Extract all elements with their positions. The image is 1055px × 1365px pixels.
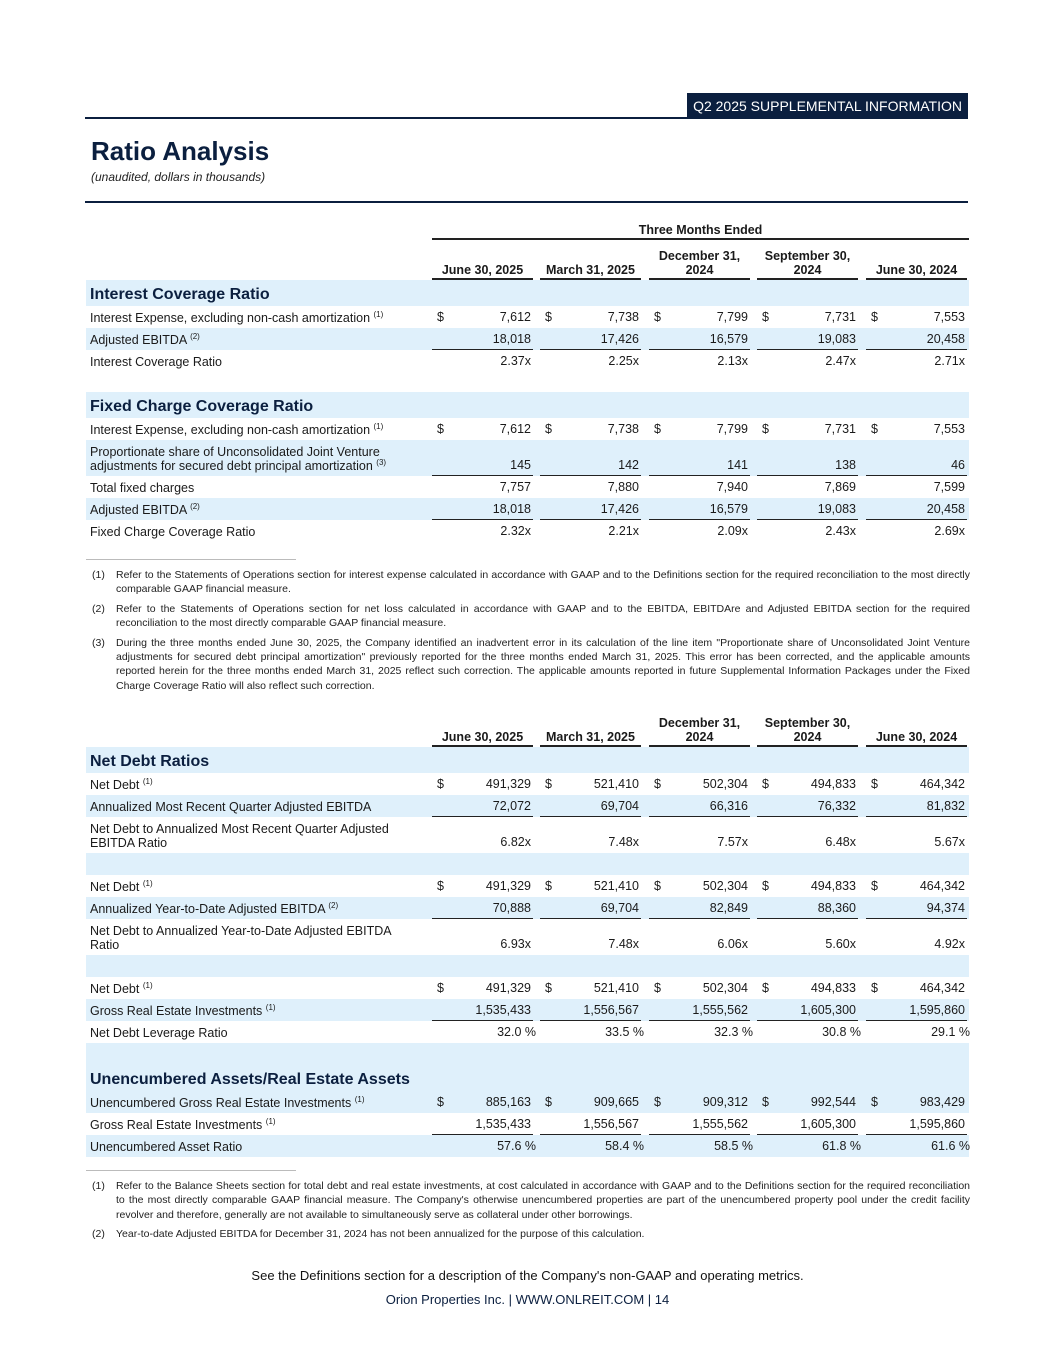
cell-value: 521,410 bbox=[593, 981, 639, 995]
cell-value: 82,849 bbox=[709, 901, 748, 915]
footnote-ref: (1) bbox=[265, 1002, 276, 1012]
cell-value: 17,426 bbox=[600, 502, 639, 516]
cell-value: 69,704 bbox=[600, 901, 639, 915]
section-heading-row bbox=[86, 1065, 969, 1091]
cell-value: 2.09x bbox=[717, 524, 748, 538]
cell-value: 7.48x bbox=[608, 835, 639, 849]
cell-value: 7,738 bbox=[607, 310, 639, 324]
cell-value: 7,731 bbox=[824, 310, 856, 324]
column-header-line2: June 30, 2024 bbox=[875, 730, 958, 744]
cell-value: 46 bbox=[951, 458, 965, 472]
table-row bbox=[86, 418, 969, 440]
cell-value: 7.48x bbox=[608, 937, 639, 951]
currency-symbol: $ bbox=[762, 310, 769, 324]
footnote-number: (1) bbox=[92, 1180, 105, 1192]
row-label-text: Interest Expense, excluding non-cash amortization bbox=[90, 423, 371, 437]
row-label-text: Gross Real Estate Investments bbox=[90, 1004, 263, 1018]
period-group-header bbox=[86, 218, 969, 240]
table-row bbox=[86, 328, 969, 350]
cell-value: 69,704 bbox=[600, 799, 639, 813]
currency-symbol: $ bbox=[762, 981, 769, 995]
cell-value: 502,304 bbox=[702, 981, 748, 995]
row-label bbox=[90, 445, 410, 473]
column-header bbox=[432, 263, 533, 277]
row-label bbox=[90, 525, 420, 539]
cell-value: 2.13x bbox=[717, 354, 748, 368]
cell-value: 81,832 bbox=[926, 799, 965, 813]
cell-value: 76,332 bbox=[817, 799, 856, 813]
footnote-ref: (2) bbox=[190, 501, 200, 511]
column-header bbox=[540, 263, 641, 277]
row-label-text: Unencumbered Assets/Real Estate Assets bbox=[90, 1071, 410, 1088]
column-header bbox=[649, 249, 750, 277]
column-header-line2: March 31, 2025 bbox=[546, 263, 635, 277]
cell-value: 2.21x bbox=[608, 524, 639, 538]
row-label-text: Unencumbered Gross Real Estate Investments bbox=[90, 1096, 352, 1110]
cell-value: 491,329 bbox=[485, 879, 531, 893]
cell-value: 142 bbox=[618, 458, 639, 472]
table-row bbox=[86, 1043, 969, 1065]
row-label-text: Fixed Charge Coverage Ratio bbox=[90, 525, 256, 539]
cell-value: 5.60x bbox=[825, 937, 856, 951]
cell-value: 57.6 % bbox=[497, 1139, 536, 1153]
footer-line: Orion Properties Inc. | WWW.ONLREIT.COM | 14 bbox=[385, 1292, 670, 1307]
cell-value: 1,605,300 bbox=[800, 1117, 856, 1131]
cell-value: 61.8 % bbox=[822, 1139, 861, 1153]
cell-value: 7,940 bbox=[716, 480, 748, 494]
column-header-line2: 2024 bbox=[793, 263, 822, 277]
currency-symbol: $ bbox=[437, 981, 444, 995]
row-label bbox=[90, 778, 420, 792]
page-subtitle: (unaudited, dollars in thousands) bbox=[91, 170, 266, 184]
cell-value: 138 bbox=[835, 458, 856, 472]
footnote bbox=[92, 1227, 970, 1241]
table-row bbox=[86, 875, 969, 897]
column-header-line2: 2024 bbox=[685, 263, 714, 277]
row-label-text: Net Debt bbox=[90, 778, 140, 792]
column-header-line2: 2024 bbox=[685, 730, 714, 744]
footnote-text: Refer to the Balance Sheets section for total debt and real estate investments, at cost calculated in accordance with GAAP and to the Definitions section for the required reconciliation to the most directly comparable GAAP financial measure. The Company's otherwise unencumbered properties are part of the unencumbered property pool under the credit facility revolver and therefore, generally are not available to simultaneously serve as collateral under other borrowings. bbox=[116, 1180, 970, 1221]
cell-value: 141 bbox=[727, 458, 748, 472]
cell-value: 2.32x bbox=[500, 524, 531, 538]
footnote bbox=[92, 568, 970, 597]
row-label-text: Annualized Most Recent Quarter Adjusted EBITDA bbox=[90, 800, 372, 814]
column-header-line1: December 31, bbox=[658, 716, 741, 730]
cell-value: 7,799 bbox=[716, 422, 748, 436]
section-heading bbox=[90, 400, 420, 414]
row-label-text: Gross Real Estate Investments bbox=[90, 1118, 263, 1132]
cell-value: 7,738 bbox=[607, 422, 639, 436]
table-row bbox=[86, 1135, 969, 1157]
table-row bbox=[86, 498, 969, 520]
cell-value: 983,429 bbox=[919, 1095, 965, 1109]
currency-symbol: $ bbox=[545, 777, 552, 791]
row-label-text: Net Debt to Annualized Year-to-Date Adjusted EBITDA Ratio bbox=[90, 924, 391, 952]
row-label bbox=[90, 880, 420, 894]
cell-value: 20,458 bbox=[926, 332, 965, 346]
footnote-rule bbox=[86, 1170, 296, 1171]
cell-value: 4.92x bbox=[934, 937, 965, 951]
cell-value: 5.67x bbox=[934, 835, 965, 849]
currency-symbol: $ bbox=[545, 981, 552, 995]
cell-value: 464,342 bbox=[919, 879, 965, 893]
cell-value: 909,312 bbox=[702, 1095, 748, 1109]
cell-value: 30.8 % bbox=[822, 1025, 861, 1039]
cell-value: 464,342 bbox=[919, 981, 965, 995]
table-row bbox=[86, 520, 969, 542]
column-header bbox=[649, 716, 750, 744]
cell-value: 58.5 % bbox=[714, 1139, 753, 1153]
table-row bbox=[86, 1113, 969, 1135]
column-header-line1: September 30, bbox=[764, 716, 851, 730]
cell-value: 66,316 bbox=[709, 799, 748, 813]
footnote-ref: (3) bbox=[376, 457, 387, 467]
table-row bbox=[86, 773, 969, 795]
cell-value: 2.25x bbox=[608, 354, 639, 368]
currency-symbol: $ bbox=[762, 1095, 769, 1109]
footnote bbox=[92, 636, 970, 694]
footnote-ref: (1) bbox=[373, 309, 384, 319]
cell-value: 61.6 % bbox=[931, 1139, 970, 1153]
cell-value: 1,555,562 bbox=[692, 1117, 748, 1131]
cell-value: 502,304 bbox=[702, 777, 748, 791]
footnote-ref: (1) bbox=[265, 1116, 276, 1126]
currency-symbol: $ bbox=[437, 310, 444, 324]
currency-symbol: $ bbox=[871, 422, 878, 436]
currency-symbol: $ bbox=[871, 981, 878, 995]
currency-symbol: $ bbox=[437, 1095, 444, 1109]
cell-value: 2.47x bbox=[825, 354, 856, 368]
row-label-text: Total fixed charges bbox=[90, 481, 195, 495]
footnote-number: (3) bbox=[92, 636, 105, 649]
row-label bbox=[90, 1004, 420, 1018]
footer-note: See the Definitions section for a description of the Company's non-GAAP and operating metrics. bbox=[251, 1268, 804, 1283]
currency-symbol: $ bbox=[654, 1095, 661, 1109]
section-heading bbox=[90, 288, 420, 302]
row-label-text: Adjusted EBITDA bbox=[90, 333, 187, 347]
footnote-text: During the three months ended June 30, 2025, the Company identified an inadvertent error in its calculation of the line item "Proportionate share of Unconsolidated Joint Venture adjustments for secured debt principal amortization" previously reported for the three months ended March 31, 2025. This error has been corrected, and the applicable amounts reported herein for the three months ended March 31, 2025 reflect such correction. The applicable amounts reported in future Supplemental Information Packages under the Fixed Charge Coverage Ratio will also reflect such correction. bbox=[116, 636, 970, 692]
footnote-ref: (1) bbox=[142, 878, 153, 888]
table-row bbox=[86, 817, 969, 853]
cell-value: 70,888 bbox=[492, 901, 531, 915]
row-label bbox=[90, 503, 420, 517]
footnote-number: (1) bbox=[92, 569, 105, 581]
row-label-text: Proportionate share of Unconsolidated Joint Venture adjustments for secured debt principal amortization bbox=[90, 445, 380, 473]
cell-value: 72,072 bbox=[492, 799, 531, 813]
period-group-label: Three Months Ended bbox=[638, 223, 763, 237]
footnote-number: (2) bbox=[92, 602, 105, 615]
footnotes-coverage bbox=[92, 568, 970, 698]
currency-symbol: $ bbox=[545, 879, 552, 893]
column-header bbox=[866, 730, 967, 744]
cell-value: 16,579 bbox=[709, 332, 748, 346]
column-header-line2: March 31, 2025 bbox=[546, 730, 635, 744]
currency-symbol: $ bbox=[437, 777, 444, 791]
row-label-text: Net Debt bbox=[90, 880, 140, 894]
section-heading bbox=[90, 1073, 420, 1087]
column-header bbox=[866, 263, 967, 277]
row-label bbox=[90, 333, 420, 347]
cell-value: 491,329 bbox=[485, 981, 531, 995]
column-header bbox=[540, 730, 641, 744]
cell-value: 29.1 % bbox=[931, 1025, 970, 1039]
column-header bbox=[757, 249, 858, 277]
cell-value: 58.4 % bbox=[605, 1139, 644, 1153]
row-label-text: Adjusted EBITDA bbox=[90, 503, 187, 517]
footnote bbox=[92, 602, 970, 631]
section-heading-row bbox=[86, 392, 969, 418]
table-row bbox=[86, 999, 969, 1021]
column-header-line2: 2024 bbox=[793, 730, 822, 744]
currency-symbol: $ bbox=[545, 310, 552, 324]
column-header-line2: June 30, 2025 bbox=[441, 730, 524, 744]
row-label bbox=[90, 822, 410, 850]
column-header-line1: December 31, bbox=[658, 249, 741, 263]
row-label-text: Annualized Year-to-Date Adjusted EBITDA bbox=[90, 902, 325, 916]
row-label bbox=[90, 311, 420, 325]
footnotes-debt bbox=[92, 1179, 970, 1247]
cell-value: 494,833 bbox=[810, 777, 856, 791]
section-heading-row bbox=[86, 280, 969, 306]
cell-value: 494,833 bbox=[810, 879, 856, 893]
row-label bbox=[90, 982, 420, 996]
cell-value: 19,083 bbox=[817, 332, 856, 346]
currency-symbol: $ bbox=[871, 879, 878, 893]
cell-value: 464,342 bbox=[919, 777, 965, 791]
table-row bbox=[86, 795, 969, 817]
cell-value: 6.48x bbox=[825, 835, 856, 849]
table-row bbox=[86, 372, 969, 392]
column-header-line2: June 30, 2025 bbox=[441, 263, 524, 277]
currency-symbol: $ bbox=[437, 422, 444, 436]
cell-value: 885,163 bbox=[485, 1095, 531, 1109]
currency-symbol: $ bbox=[654, 879, 661, 893]
row-label bbox=[90, 1026, 420, 1040]
row-label-text: Net Debt to Annualized Most Recent Quarter Adjusted EBITDA Ratio bbox=[90, 822, 389, 850]
footnote-number: (2) bbox=[92, 1228, 105, 1241]
cell-value: 6.93x bbox=[500, 937, 531, 951]
table-row bbox=[86, 955, 969, 977]
table-row bbox=[86, 1091, 969, 1113]
row-label bbox=[90, 481, 420, 495]
currency-symbol: $ bbox=[437, 879, 444, 893]
cell-value: 19,083 bbox=[817, 502, 856, 516]
cell-value: 7,612 bbox=[499, 310, 531, 324]
cell-value: 491,329 bbox=[485, 777, 531, 791]
row-label bbox=[90, 1118, 420, 1132]
cell-value: 1,535,433 bbox=[475, 1003, 531, 1017]
cell-value: 992,544 bbox=[810, 1095, 856, 1109]
cell-value: 502,304 bbox=[702, 879, 748, 893]
table-row bbox=[86, 1021, 969, 1043]
table-row bbox=[86, 306, 969, 328]
coverage-table bbox=[86, 218, 969, 542]
header-tag: Q2 2025 SUPPLEMENTAL INFORMATION bbox=[687, 93, 968, 119]
row-label bbox=[90, 1096, 420, 1110]
table-row bbox=[86, 853, 969, 875]
cell-value: 494,833 bbox=[810, 981, 856, 995]
row-label-text: Net Debt bbox=[90, 982, 140, 996]
cell-value: 7,553 bbox=[933, 422, 965, 436]
cell-value: 33.5 % bbox=[605, 1025, 644, 1039]
footnote-text: Refer to the Statements of Operations section for interest expense calculated in accordance with GAAP and to the Definitions section for the required reconciliation to the most directly comparable GAAP financial measure. bbox=[116, 569, 970, 596]
currency-symbol: $ bbox=[762, 777, 769, 791]
footnote bbox=[92, 1179, 970, 1222]
table-row bbox=[86, 476, 969, 498]
row-label bbox=[90, 902, 420, 916]
cell-value: 1,595,860 bbox=[909, 1003, 965, 1017]
title-rule bbox=[85, 201, 968, 203]
currency-symbol: $ bbox=[654, 981, 661, 995]
row-label-text: Net Debt Leverage Ratio bbox=[90, 1026, 228, 1040]
currency-symbol: $ bbox=[762, 879, 769, 893]
table-row bbox=[86, 977, 969, 999]
footnote-ref: (1) bbox=[373, 421, 384, 431]
table-row bbox=[86, 897, 969, 919]
cell-value: 32.0 % bbox=[497, 1025, 536, 1039]
row-label bbox=[90, 355, 420, 369]
page-title: Ratio Analysis bbox=[91, 136, 270, 166]
cell-value: 7,731 bbox=[824, 422, 856, 436]
cell-value: 2.43x bbox=[825, 524, 856, 538]
table-row bbox=[86, 350, 969, 372]
currency-symbol: $ bbox=[545, 1095, 552, 1109]
row-label-text: Fixed Charge Coverage Ratio bbox=[90, 398, 314, 415]
currency-symbol: $ bbox=[654, 777, 661, 791]
column-header bbox=[432, 730, 533, 744]
cell-value: 1,535,433 bbox=[475, 1117, 531, 1131]
footnote-ref: (2) bbox=[190, 331, 200, 341]
row-label-text: Interest Coverage Ratio bbox=[90, 286, 270, 303]
currency-symbol: $ bbox=[871, 310, 878, 324]
currency-symbol: $ bbox=[871, 777, 878, 791]
row-label bbox=[90, 800, 420, 814]
table-row bbox=[86, 440, 969, 476]
cell-value: 2.37x bbox=[500, 354, 531, 368]
row-label-text: Net Debt Ratios bbox=[90, 753, 210, 770]
cell-value: 6.06x bbox=[717, 937, 748, 951]
cell-value: 18,018 bbox=[492, 502, 531, 516]
footnote-text: Refer to the Statements of Operations section for net loss calculated in accordance with GAAP and to the EBITDA, EBITDAre and Adjusted EBITDA section for the required reconciliation to the most directly comparable GAAP financial measure. bbox=[116, 602, 970, 630]
cell-value: 7,553 bbox=[933, 310, 965, 324]
currency-symbol: $ bbox=[762, 422, 769, 436]
currency-symbol: $ bbox=[545, 422, 552, 436]
cell-value: 94,374 bbox=[926, 901, 965, 915]
footnote-ref: (1) bbox=[142, 980, 153, 990]
cell-value: 18,018 bbox=[492, 332, 531, 346]
column-headers bbox=[86, 707, 969, 747]
row-label bbox=[90, 924, 410, 952]
section-heading bbox=[90, 755, 420, 769]
cell-value: 909,665 bbox=[593, 1095, 639, 1109]
row-label-text: Interest Coverage Ratio bbox=[90, 355, 223, 369]
currency-symbol: $ bbox=[654, 310, 661, 324]
cell-value: 7,799 bbox=[716, 310, 748, 324]
cell-value: 521,410 bbox=[593, 777, 639, 791]
debt-table bbox=[86, 707, 969, 1157]
cell-value: 7.57x bbox=[717, 835, 748, 849]
cell-value: 2.69x bbox=[934, 524, 965, 538]
cell-value: 1,556,567 bbox=[583, 1003, 639, 1017]
footnote-text: Year-to-date Adjusted EBITDA for December 31, 2024 has not been annualized for the purpose of this calculation. bbox=[116, 1228, 645, 1241]
table-row bbox=[86, 919, 969, 955]
column-header-line1: September 30, bbox=[764, 249, 851, 263]
cell-value: 20,458 bbox=[926, 502, 965, 516]
column-header-line2: June 30, 2024 bbox=[875, 263, 958, 277]
column-header bbox=[757, 716, 858, 744]
cell-value: 16,579 bbox=[709, 502, 748, 516]
cell-value: 2.71x bbox=[934, 354, 965, 368]
cell-value: 17,426 bbox=[600, 332, 639, 346]
cell-value: 521,410 bbox=[593, 879, 639, 893]
cell-value: 1,605,300 bbox=[800, 1003, 856, 1017]
cell-value: 88,360 bbox=[817, 901, 856, 915]
cell-value: 32.3 % bbox=[714, 1025, 753, 1039]
cell-value: 1,555,562 bbox=[692, 1003, 748, 1017]
cell-value: 7,880 bbox=[607, 480, 639, 494]
footnote-ref: (2) bbox=[328, 900, 339, 910]
cell-value: 1,595,860 bbox=[909, 1117, 965, 1131]
cell-value: 7,869 bbox=[824, 480, 856, 494]
currency-symbol: $ bbox=[654, 422, 661, 436]
section-heading-row bbox=[86, 747, 969, 773]
cell-value: 6.82x bbox=[500, 835, 531, 849]
cell-value: 7,599 bbox=[933, 480, 965, 494]
cell-value: 7,757 bbox=[499, 480, 531, 494]
footnote-rule bbox=[86, 559, 296, 560]
cell-value: 7,612 bbox=[499, 422, 531, 436]
footnote-ref: (1) bbox=[354, 1094, 365, 1104]
currency-symbol: $ bbox=[871, 1095, 878, 1109]
footnote-ref: (1) bbox=[142, 776, 153, 786]
row-label bbox=[90, 1140, 420, 1154]
cell-value: 145 bbox=[510, 458, 531, 472]
cell-value: 1,556,567 bbox=[583, 1117, 639, 1131]
row-label-text: Unencumbered Asset Ratio bbox=[90, 1140, 243, 1154]
row-label-text: Interest Expense, excluding non-cash amortization bbox=[90, 311, 371, 325]
column-headers bbox=[86, 240, 969, 280]
row-label bbox=[90, 423, 420, 437]
